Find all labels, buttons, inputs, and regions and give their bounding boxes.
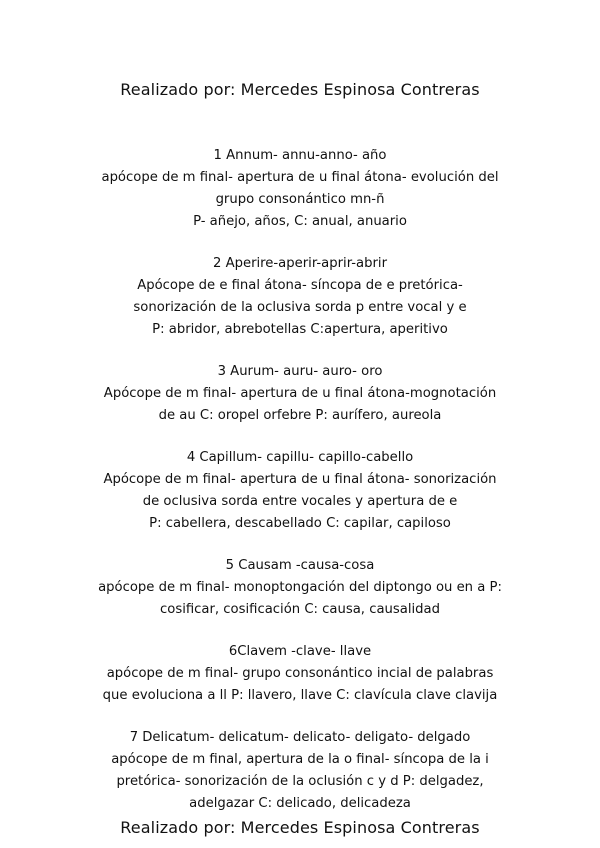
entry-5	[0, 555, 600, 621]
entry-text: Apócope de m final- apertura de u final átona- sonorización	[103, 472, 497, 487]
entry-1	[0, 145, 600, 233]
entry-list	[0, 145, 600, 835]
entry-text: apócope de m final- apertura de u final átona- evolución del	[101, 170, 499, 185]
entry-title: 5 Causam -causa-cosa	[225, 558, 375, 573]
entry-title: 1 Annum- annu-anno- año	[213, 148, 387, 163]
entry-text: pretórica- sonorización de la oclusión c y d P: delgadez,	[116, 774, 484, 789]
entry-4	[0, 447, 600, 535]
entry-3	[0, 361, 600, 427]
entry-text: de au C: oropel orfebre P: aurífero, aureola	[158, 408, 442, 423]
entry-text: Apócope de e final átona- síncopa de e pretórica-	[137, 278, 463, 293]
entry-text: que evoluciona a ll P: llavero, llave C: clavícula clave clavija	[102, 688, 498, 703]
entry-title: 3 Aurum- auru- auro- oro	[217, 364, 383, 379]
author-footer: Realizado por: Mercedes Espinosa Contreras	[120, 818, 480, 837]
entry-text: Apócope de m final- apertura de u final átona-mognotación	[103, 386, 497, 401]
entry-title: 2 Aperire-aperir-aprir-abrir	[213, 256, 387, 271]
entry-text: cosificar, cosificación C: causa, causalidad	[160, 602, 440, 617]
entry-title: 6Clavem -clave- llave	[228, 644, 372, 659]
entry-7	[0, 727, 600, 815]
entry-text: apócope de m final- grupo consonántico incial de palabras	[106, 666, 494, 681]
entry-text: apócope de m final, apertura de la o final- síncopa de la i	[111, 752, 489, 767]
entry-text: P: abridor, abrebotellas C:apertura, aperitivo	[152, 322, 448, 337]
entry-text: grupo consonántico mn-ñ	[215, 192, 385, 207]
entry-2	[0, 253, 600, 341]
entry-6	[0, 641, 600, 707]
entry-title: 4 Capillum- capillu- capillo-cabello	[186, 450, 414, 465]
entry-text: apócope de m final- monoptongación del diptongo ou en a P:	[98, 580, 502, 595]
author-header: Realizado por: Mercedes Espinosa Contreras	[120, 80, 480, 99]
entry-text: de oclusiva sorda entre vocales y apertura de e	[142, 494, 458, 509]
entry-text: P: cabellera, descabellado C: capilar, capiloso	[149, 516, 451, 531]
entry-text: P- añejo, años, C: anual, anuario	[193, 214, 407, 229]
entry-text: adelgazar C: delicado, delicadeza	[189, 796, 411, 811]
entry-title: 7 Delicatum- delicatum- delicato- deligato- delgado	[129, 730, 471, 745]
entry-text: sonorización de la oclusiva sorda p entre vocal y e	[133, 300, 467, 315]
